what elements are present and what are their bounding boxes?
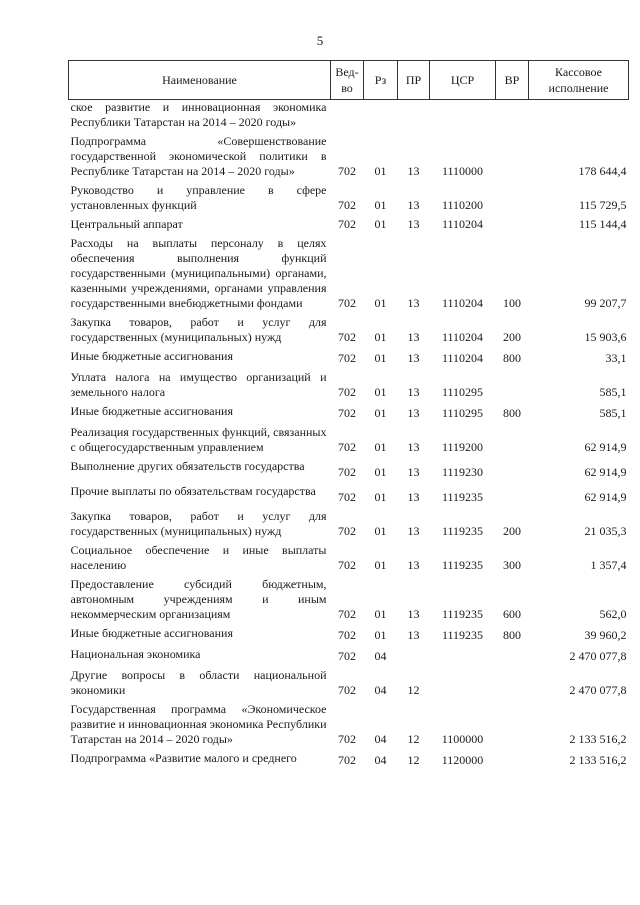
row-pr: 13 — [407, 524, 420, 538]
row-rz: 01 — [374, 164, 387, 178]
row-rz: 01 — [374, 607, 387, 621]
row-ved: 702 — [338, 753, 356, 767]
row-rz: 01 — [374, 406, 387, 420]
row-ved: 702 — [338, 524, 356, 538]
row-rz: 01 — [374, 296, 387, 310]
row-pr: 13 — [407, 164, 420, 178]
row-csr: 1119235 — [441, 558, 484, 572]
row-vr: 200 — [503, 524, 521, 538]
row-vr: 600 — [503, 607, 521, 621]
header-pr: ПР — [398, 61, 430, 100]
row-rz: 04 — [374, 683, 387, 697]
table-row — [69, 455, 629, 480]
table-row — [69, 366, 629, 400]
row-csr: 1110204 — [441, 217, 484, 231]
row-rz: 04 — [374, 732, 387, 746]
row-amount: 62 914,9 — [584, 440, 627, 454]
row-csr — [430, 643, 496, 664]
budget-execution-table — [68, 60, 629, 768]
row-name: Реализация государственных функций, связанных с общегосударственным управлением — [70, 425, 327, 454]
row-vr — [496, 747, 529, 768]
row-amount: 115 144,4 — [578, 217, 627, 231]
table-header-row — [69, 61, 629, 100]
row-name: Центральный аппарат — [70, 217, 183, 231]
row-name: Расходы на выплаты персоналу в целях обеспечения выполнения функций государственными (муниципальными) органами, казенными учреждениями, органами управления государственными внебюджетными фондами — [70, 236, 327, 310]
row-name: Социальное обеспечение и иные выплаты населению — [70, 543, 327, 572]
row-amount: 33,1 — [605, 351, 627, 365]
row-pr: 13 — [407, 628, 420, 642]
table-row — [69, 480, 629, 505]
row-vr: 800 — [503, 628, 521, 642]
row-name: Иные бюджетные ассигнования — [70, 626, 233, 640]
row-rz: 01 — [374, 490, 387, 504]
table-row — [69, 539, 629, 573]
row-ved: 702 — [338, 490, 356, 504]
row-vr: 100 — [503, 296, 521, 310]
row-vr — [496, 100, 529, 131]
table-row — [69, 213, 629, 232]
row-pr: 13 — [407, 440, 420, 454]
row-csr — [430, 100, 496, 131]
row-vr — [496, 366, 529, 400]
row-csr: 1119200 — [441, 440, 484, 454]
row-rz: 01 — [374, 351, 387, 365]
table-row — [69, 747, 629, 768]
table-row — [69, 232, 629, 311]
table-row — [69, 622, 629, 643]
row-name: Руководство и управление в сфере установленных функций — [70, 183, 327, 212]
row-ved: 702 — [338, 351, 356, 365]
table-row — [69, 698, 629, 747]
row-ved — [331, 100, 364, 131]
row-pr: 13 — [407, 406, 420, 420]
row-pr: 13 — [407, 490, 420, 504]
row-vr — [496, 421, 529, 455]
row-rz: 01 — [374, 558, 387, 572]
row-pr: 13 — [407, 465, 420, 479]
row-name: ское развитие и инновационная экономика Республики Татарстан на 2014 – 2020 годы» — [70, 100, 327, 129]
row-csr: 1119235 — [441, 490, 484, 504]
row-vr: 300 — [503, 558, 521, 572]
row-ved: 702 — [338, 649, 356, 663]
row-name: Государственная программа «Экономическое развитие и инновационная экономика Республики Татарстан на 2014 – 2020 годы» — [70, 702, 327, 746]
row-csr: 1119235 — [441, 607, 484, 621]
row-pr — [398, 643, 430, 664]
row-amount: 178 644,4 — [578, 164, 627, 178]
row-amount: 15 903,6 — [584, 330, 627, 344]
row-ved: 702 — [338, 330, 356, 344]
row-pr: 13 — [407, 296, 420, 310]
row-ved: 702 — [338, 385, 356, 399]
row-pr: 12 — [407, 753, 420, 767]
row-name: Выполнение других обязательств государства — [70, 459, 305, 473]
row-name: Подпрограмма «Совершенствование государственной экономической политики в Республике Татарстан на 2014 – 2020 годы» — [70, 134, 327, 178]
row-rz: 01 — [374, 198, 387, 212]
row-rz: 01 — [374, 330, 387, 344]
table-row — [69, 400, 629, 421]
row-rz: 01 — [374, 465, 387, 479]
table-row — [69, 664, 629, 698]
row-name: Национальная экономика — [70, 647, 201, 661]
row-csr: 1119235 — [441, 524, 484, 538]
row-vr: 800 — [503, 406, 521, 420]
row-amount: 585,1 — [599, 385, 627, 399]
table-row — [69, 179, 629, 213]
row-csr: 1110295 — [441, 406, 484, 420]
row-ved: 702 — [338, 296, 356, 310]
row-name: Закупка товаров, работ и услуг для государственных (муниципальных) нужд — [70, 315, 327, 344]
row-amount: 585,1 — [599, 406, 627, 420]
row-rz: 04 — [374, 649, 387, 663]
row-csr: 1120000 — [441, 753, 484, 767]
row-amount: 2 133 516,2 — [569, 753, 627, 767]
row-ved: 702 — [338, 607, 356, 621]
row-amount: 2 133 516,2 — [569, 732, 627, 746]
row-ved: 702 — [338, 198, 356, 212]
header-ved: Вед-во — [331, 61, 364, 100]
row-csr: 1100000 — [441, 732, 484, 746]
row-pr: 13 — [407, 198, 420, 212]
row-vr: 200 — [503, 330, 521, 344]
row-csr: 1110200 — [441, 198, 484, 212]
row-amount: 562,0 — [599, 607, 627, 621]
row-pr: 12 — [407, 683, 420, 697]
row-ved: 702 — [338, 465, 356, 479]
row-rz — [364, 100, 398, 131]
row-vr — [496, 643, 529, 664]
row-rz: 01 — [374, 217, 387, 231]
row-rz: 01 — [374, 628, 387, 642]
page-number: 5 — [316, 33, 324, 48]
table-row — [69, 345, 629, 366]
row-amount: 2 470 077,8 — [569, 649, 627, 663]
row-vr — [496, 480, 529, 505]
row-ved: 702 — [338, 164, 356, 178]
row-pr — [398, 100, 430, 131]
row-amount: 1 357,4 — [590, 558, 627, 572]
row-ved: 702 — [338, 406, 356, 420]
row-name: Предоставление субсидий бюджетным, автономным учреждениям и иным некоммерческим организациям — [70, 577, 327, 621]
row-csr — [430, 664, 496, 698]
header-name: Наименование — [69, 61, 331, 100]
row-name: Другие вопросы в области национальной экономики — [70, 668, 327, 697]
row-vr — [496, 698, 529, 747]
row-rz: 04 — [374, 753, 387, 767]
row-rz: 01 — [374, 385, 387, 399]
row-amount: 21 035,3 — [584, 524, 627, 538]
table-row — [69, 643, 629, 664]
row-ved: 702 — [338, 440, 356, 454]
row-rz: 01 — [374, 440, 387, 454]
header-rz: Рз — [364, 61, 398, 100]
row-amount: 62 914,9 — [584, 490, 627, 504]
header-csr: ЦСР — [430, 61, 496, 100]
table-row — [69, 505, 629, 539]
row-csr: 1119230 — [441, 465, 484, 479]
table-row — [69, 311, 629, 345]
row-vr — [496, 455, 529, 480]
row-csr: 1119235 — [441, 628, 484, 642]
row-pr: 13 — [407, 330, 420, 344]
row-vr — [496, 179, 529, 213]
row-name: Уплата налога на имущество организаций и земельного налога — [70, 370, 327, 399]
row-pr: 13 — [407, 385, 420, 399]
row-name: Подпрограмма «Развитие малого и среднего — [70, 751, 297, 765]
row-pr: 13 — [407, 607, 420, 621]
table-row — [69, 130, 629, 179]
row-pr: 12 — [407, 732, 420, 746]
row-name: Иные бюджетные ассигнования — [70, 349, 233, 363]
header-vr: ВР — [496, 61, 529, 100]
table-body — [69, 100, 629, 769]
row-amount — [529, 100, 629, 131]
row-csr: 1110204 — [441, 351, 484, 365]
row-amount: 115 729,5 — [578, 198, 627, 212]
row-name: Иные бюджетные ассигнования — [70, 404, 233, 418]
row-name: Закупка товаров, работ и услуг для государственных (муниципальных) нужд — [70, 509, 327, 538]
row-ved: 702 — [338, 628, 356, 642]
row-ved: 702 — [338, 217, 356, 231]
row-rz: 01 — [374, 524, 387, 538]
table-row — [69, 100, 629, 131]
row-csr: 1110204 — [441, 330, 484, 344]
row-csr: 1110295 — [441, 385, 484, 399]
row-vr: 800 — [503, 351, 521, 365]
table-row — [69, 421, 629, 455]
row-vr — [496, 213, 529, 232]
row-amount: 39 960,2 — [584, 628, 627, 642]
row-ved: 702 — [338, 683, 356, 697]
row-ved: 702 — [338, 732, 356, 746]
row-csr: 1110204 — [441, 296, 484, 310]
row-amount: 99 207,7 — [584, 296, 627, 310]
row-vr — [496, 130, 529, 179]
row-amount: 2 470 077,8 — [569, 683, 627, 697]
header-amount: Кассовое исполнение — [529, 61, 629, 100]
row-csr: 1110000 — [441, 164, 484, 178]
row-pr: 13 — [407, 217, 420, 231]
row-name: Прочие выплаты по обязательствам государства — [70, 484, 316, 498]
row-amount: 62 914,9 — [584, 465, 627, 479]
table-row — [69, 573, 629, 622]
row-pr: 13 — [407, 351, 420, 365]
row-ved: 702 — [338, 558, 356, 572]
row-vr — [496, 664, 529, 698]
row-pr: 13 — [407, 558, 420, 572]
